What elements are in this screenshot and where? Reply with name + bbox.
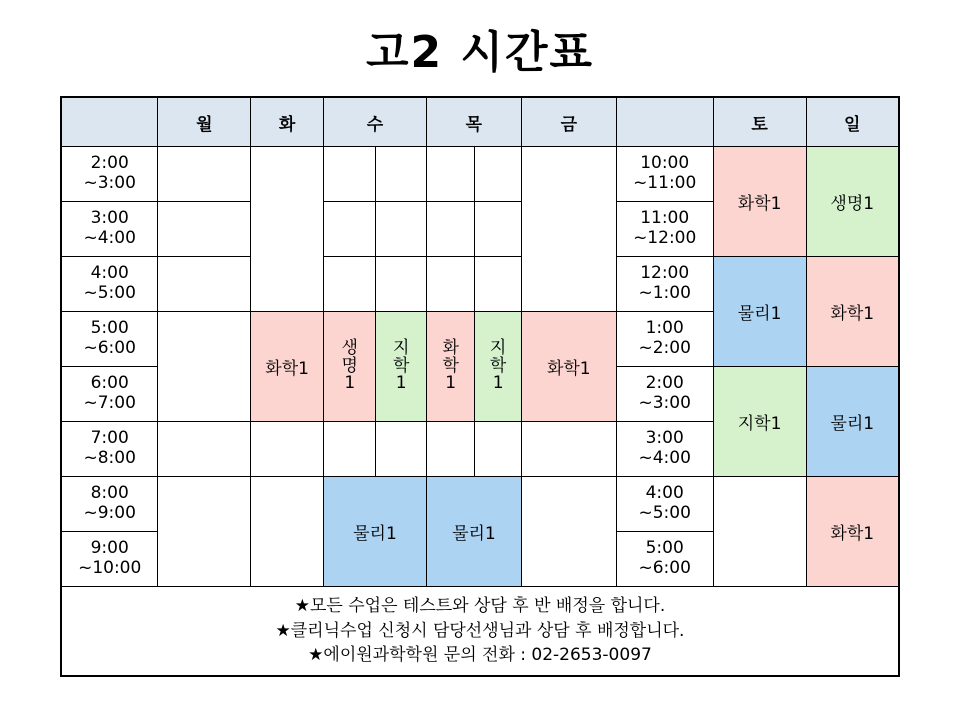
vert-char-2: 학 (442, 355, 459, 376)
time-right-8 (616, 532, 713, 587)
cell-tue-1 (251, 147, 324, 312)
vert-char-3: 1 (445, 373, 457, 394)
time-line-2: ~9:00 (83, 503, 136, 523)
cell-wed-b-3 (376, 257, 426, 312)
time-line-1: 5:00 (645, 538, 684, 559)
time-line-1: 5:00 (90, 318, 129, 339)
cell-fri-chem: 화학1 (521, 312, 616, 422)
page-title: 고2 시간표 (366, 27, 594, 78)
cell-sat-7 (713, 477, 806, 587)
time-left-6 (61, 422, 158, 477)
cell-fri-6 (521, 422, 616, 477)
vert-char-2: 학 (393, 355, 410, 376)
cell-fri-7 (521, 477, 616, 587)
timetable (60, 96, 900, 677)
time-right-6 (616, 422, 713, 477)
time-line-1: 4:00 (645, 483, 684, 504)
note-line-2: ★클리닉수업 신청시 담당선생님과 상담 후 배정합니다. (275, 620, 685, 641)
vert-char-3: 1 (395, 373, 407, 394)
time-left-5 (61, 367, 158, 422)
header-left-time (61, 97, 158, 147)
cell-thu-b-2 (475, 202, 521, 257)
cell-wed-b-6 (376, 422, 426, 477)
time-line-2: ~1:00 (638, 283, 691, 303)
cell-wed-b-2 (376, 202, 426, 257)
time-line-2: ~2:00 (638, 338, 691, 358)
time-line-1: 6:00 (90, 373, 129, 394)
time-left-2 (61, 202, 158, 257)
time-line-1: 2:00 (645, 373, 684, 394)
time-left-1 (61, 147, 158, 202)
header-right-time (616, 97, 713, 147)
table-row (61, 477, 899, 532)
cell-sat-chem: 화학1 (713, 147, 806, 257)
note-line-3: ★에이원과학학원 문의 전화 : 02-2653-0097 (308, 645, 652, 666)
vert-char-1: 생 (341, 337, 358, 358)
cell-thu-b-3 (475, 257, 521, 312)
time-line-2: ~4:00 (638, 448, 691, 468)
cell-thu-mulli: 물리1 (426, 477, 521, 587)
cell-sun-chem2: 화학1 (806, 477, 899, 587)
note-line-1: ★모든 수업은 테스트와 상담 후 반 배정을 합니다. (294, 596, 666, 617)
time-right-1 (616, 147, 713, 202)
vert-char-1: 화 (442, 337, 459, 358)
time-line-2: ~11:00 (633, 173, 697, 193)
time-left-4 (61, 312, 158, 367)
cell-wed-a-6 (323, 422, 376, 477)
header-sat: 토 (713, 97, 806, 147)
time-right-5 (616, 367, 713, 422)
cell-thu-a-3 (426, 257, 474, 312)
vert-char-3: 1 (492, 373, 504, 394)
cell-wed-a-2 (323, 202, 376, 257)
time-left-3 (61, 257, 158, 312)
cell-thu-b-1 (475, 147, 521, 202)
cell-wed-b-1 (376, 147, 426, 202)
time-line-2: ~3:00 (638, 393, 691, 413)
cell-thu-a-6 (426, 422, 474, 477)
cell-thu-jihak (475, 312, 521, 422)
cell-sun-saengmyeong: 생명1 (806, 147, 899, 257)
time-line-2: ~5:00 (638, 503, 691, 523)
table-header-row (61, 97, 899, 147)
time-line-2: ~7:00 (83, 393, 136, 413)
header-wed: 수 (323, 97, 426, 147)
time-line-2: ~8:00 (83, 448, 136, 468)
cell-wed-a-1 (323, 147, 376, 202)
time-line-2: ~10:00 (78, 558, 142, 578)
header-fri: 금 (521, 97, 616, 147)
vert-char-1: 지 (489, 337, 507, 358)
cell-mon-4 (158, 312, 251, 422)
time-line-1: 9:00 (90, 538, 129, 559)
time-line-1: 4:00 (90, 263, 129, 284)
cell-wed-jihak (376, 312, 426, 422)
table-row (61, 147, 899, 202)
time-line-1: 11:00 (640, 208, 690, 229)
cell-mon-2 (158, 202, 251, 257)
cell-thu-a-1 (426, 147, 474, 202)
time-line-1: 3:00 (645, 428, 684, 449)
header-sun: 일 (806, 97, 899, 147)
cell-mon-6 (158, 422, 251, 477)
time-line-1: 7:00 (90, 428, 129, 449)
time-right-2 (616, 202, 713, 257)
cell-thu-hwahak (426, 312, 474, 422)
time-line-1: 3:00 (90, 208, 129, 229)
cell-thu-b-6 (475, 422, 521, 477)
time-right-7 (616, 477, 713, 532)
header-mon: 월 (158, 97, 251, 147)
cell-wed-saengmyeong (323, 312, 376, 422)
cell-wed-mulli: 물리1 (323, 477, 426, 587)
time-line-2: ~5:00 (83, 283, 136, 303)
time-right-4 (616, 312, 713, 367)
time-left-7 (61, 477, 158, 532)
notes-cell (61, 587, 899, 677)
cell-sat-jihak: 지학1 (713, 367, 806, 477)
time-line-1: 1:00 (645, 318, 684, 339)
time-line-1: 10:00 (640, 153, 690, 174)
vert-char-2: 학 (489, 355, 507, 376)
table-row (61, 257, 899, 312)
vert-char-1: 지 (393, 337, 410, 358)
cell-sat-mulli: 물리1 (713, 257, 806, 367)
time-line-2: ~3:00 (83, 173, 136, 193)
cell-sun-mulli: 물리1 (806, 367, 899, 477)
vert-char-3: 1 (344, 373, 356, 394)
cell-mon-3 (158, 257, 251, 312)
cell-tue-chem: 화학1 (251, 312, 324, 422)
time-line-1: 2:00 (90, 153, 129, 174)
header-thu: 목 (426, 97, 521, 147)
cell-mon-1 (158, 147, 251, 202)
header-tue: 화 (251, 97, 324, 147)
cell-thu-a-2 (426, 202, 474, 257)
cell-tue-6 (251, 422, 324, 477)
cell-mon-7 (158, 477, 251, 587)
cell-fri-1 (521, 147, 616, 312)
vert-char-2: 명 (341, 355, 358, 376)
time-right-3 (616, 257, 713, 312)
cell-sun-chem: 화학1 (806, 257, 899, 367)
time-left-8 (61, 532, 158, 587)
time-line-2: ~6:00 (638, 558, 691, 578)
time-line-2: ~4:00 (83, 228, 136, 248)
notes-row (61, 587, 899, 677)
time-line-1: 12:00 (640, 263, 690, 284)
time-line-2: ~12:00 (633, 228, 697, 248)
time-line-1: 8:00 (90, 483, 129, 504)
cell-tue-7 (251, 477, 324, 587)
time-line-2: ~6:00 (83, 338, 136, 358)
cell-wed-a-3 (323, 257, 376, 312)
timetable-container (60, 96, 900, 677)
